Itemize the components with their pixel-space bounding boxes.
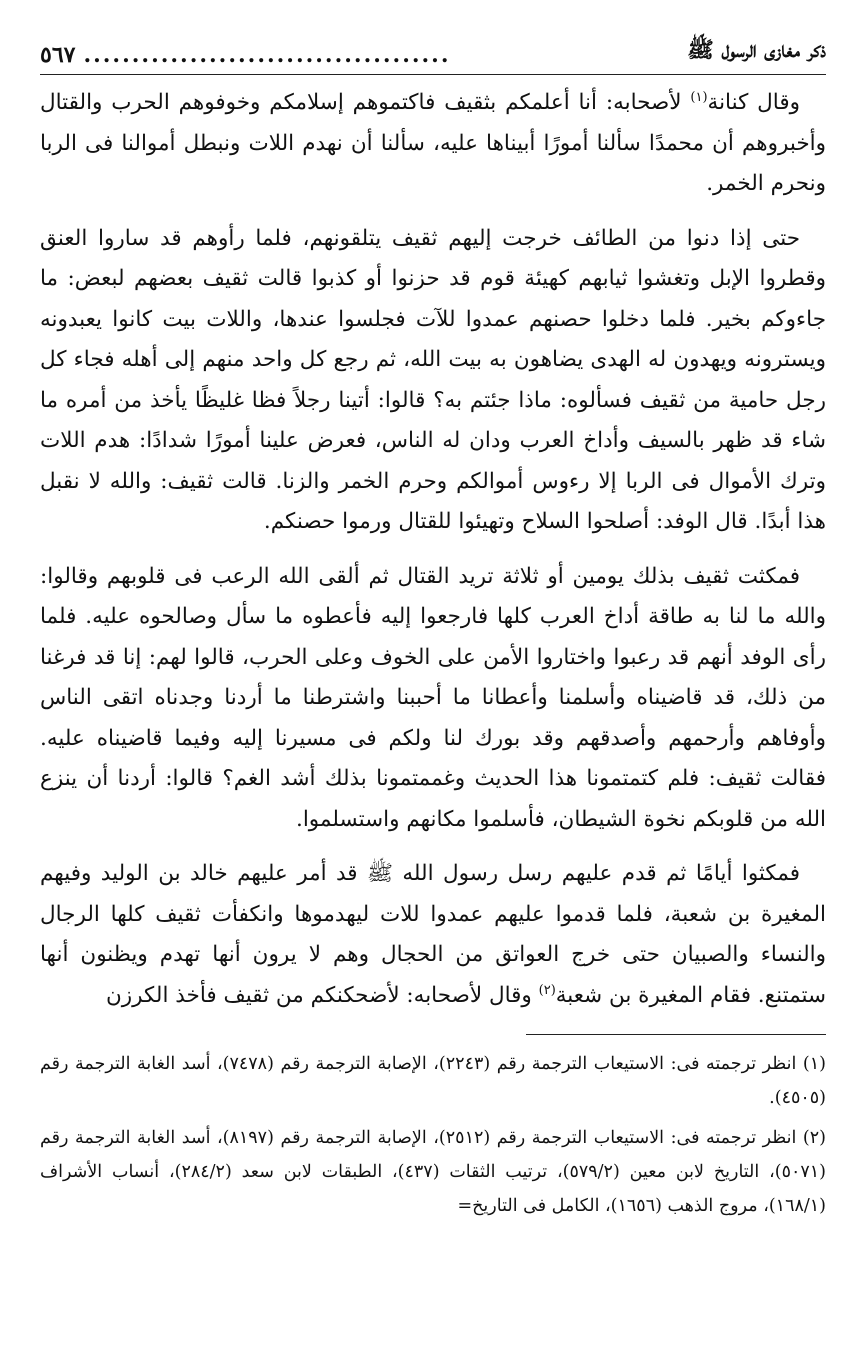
paragraph-1-start: وقال كنانة [707, 90, 801, 115]
page-number: ٥٦٧ [40, 42, 76, 68]
main-text [40, 83, 826, 1016]
paragraph-1 [40, 83, 826, 205]
footnote-ref-1[interactable]: (١) [690, 89, 708, 105]
paragraph-4-rest: وقال لأصحابه: لأضحكنكم من ثقيف فأخذ الكرزن [105, 982, 539, 1008]
paragraph-1-rest: لأصحابه: أنا أعلمكم بثقيف فاكتموهم إسلامكم وخوفوهم الحرب والقتال وأخبروهم أن محمدًا سألنا أمورًا أبيناها عليه، سألنا أن نهدم اللات ونبطل أموالنا فى الربا ونحرم الخمر. [40, 90, 826, 196]
footnotes [40, 1047, 826, 1223]
footnote-1: (١) انظر ترجمته فى: الاستيعاب الترجمة رقم (٢٢٤٣)، الإصابة الترجمة رقم (٧٤٧٨)، أسد الغابة الترجمة رقم (٤٥٠٥). [40, 1054, 826, 1108]
running-title: ذكر مغازى الرسول ﷺ [687, 37, 826, 63]
footnote-2: (٢) انظر ترجمته فى: الاستيعاب الترجمة رقم (٢٥١٢)، الإصابة الترجمة رقم (٨١٩٧)، أسد الغابة الترجمة رقم (٥٠٧١)، التاريخ لابن معين (٥٧٩/٢)، ترتيب الثقات (٤٣٧)، الطبقات لابن سعد (٢٨٤/٢)، أنساب الأشراف (١٦٨/١)، مروج الذهب (١٦٥٦)، الكامل فى التاريخ= [40, 1128, 826, 1216]
paragraph-3: فمكثت ثقيف بذلك يومين أو ثلاثة تريد القتال ثم ألقى الله الرعب فى قلوبهم وقالوا: والله ما لنا به طاقة أداخ العرب كلها فارجعوا إليه فأعطوه ما سأل وصالحوه عليه. فلما رأى الوفد أنهم قد رعبوا واختاروا الأمن على الخوف وعلى الحرب، قالوا لهم: إنا قد فرغنا من ذلك، قد قاضيناه وأسلمنا وأعطانا ما أحببنا واشترطنا ما أردنا وجدناه اتقى الناس وأوفاهم وأرحمهم وأصدقهم وقد بورك لنا ولكم فى مسيرنا إليه وفيما قاضيناه عليه. فقالت ثقيف: فلم كتمتمونا هذا الحديث وغممتمونا بذلك أشد الغم؟ قالوا: أردنا أن ينزع الله من قلوبكم نخوة الشيطان، فأسلموا مكانهم واستسلموا. [40, 563, 826, 832]
paragraph-4 [40, 854, 826, 1016]
running-header [40, 28, 826, 75]
paragraph-4-start: فمكثوا أيامًا ثم قدم عليهم رسل رسول الله ﷺ قد أمر عليهم خالد بن الوليد وفيهم المغيرة بن شعبة، فلما قدموا عليهم عمدوا للات ليهدموها وانكفأت ثقيف كلها الرجال والنساء والصبيان حتى خرج العواتق من الحجال وهم لا يرون أنها تهدم ويظنون أنها ستمتنع. فقام المغيرة بن شعبة [40, 861, 826, 1008]
paragraph-2: حتى إذا دنوا من الطائف خرجت إليهم ثقيف يتلقونهم، فلما رأوهم قد ساروا العنق وقطروا الإبل وتغشوا ثيابهم كهيئة قوم قد حزنوا أو كذبوا قالت ثقيف بعضهم لبعض: ما جاءوكم بخير. فلما دخلوا حصنهم عمدوا للآت فجلسوا عندها، واللات بيت كانوا يعبدونه ويسترونه ويهدون له الهدى يضاهون به بيت الله، ثم رجع كل واحد منهم إلى أهله فجاء كل رجل حامية من ثقيف فسألوه: ماذا جئتم به؟ قالوا: أتينا رجلاً فظا غليظًا يأخذ من أمره ما شاء قد ظهر بالسيف وأداخ العرب ودان له الناس، فعرض علينا أمورًا شدادًا: هدم اللات وترك الأموال فى الربا إلا رءوس أموالكم وحرم الخمر والزنا. قالت ثقيف: والله لا نقبل هذا أبدًا. قال الوفد: أصلحوا السلاح وتهيئوا للقتال ورموا حصنكم. [40, 225, 826, 534]
footnote-divider [526, 1034, 826, 1035]
book-page [40, 28, 826, 1229]
leader-dots: ...................................... [83, 42, 451, 68]
footnote-ref-2[interactable]: (٢) [538, 982, 556, 998]
